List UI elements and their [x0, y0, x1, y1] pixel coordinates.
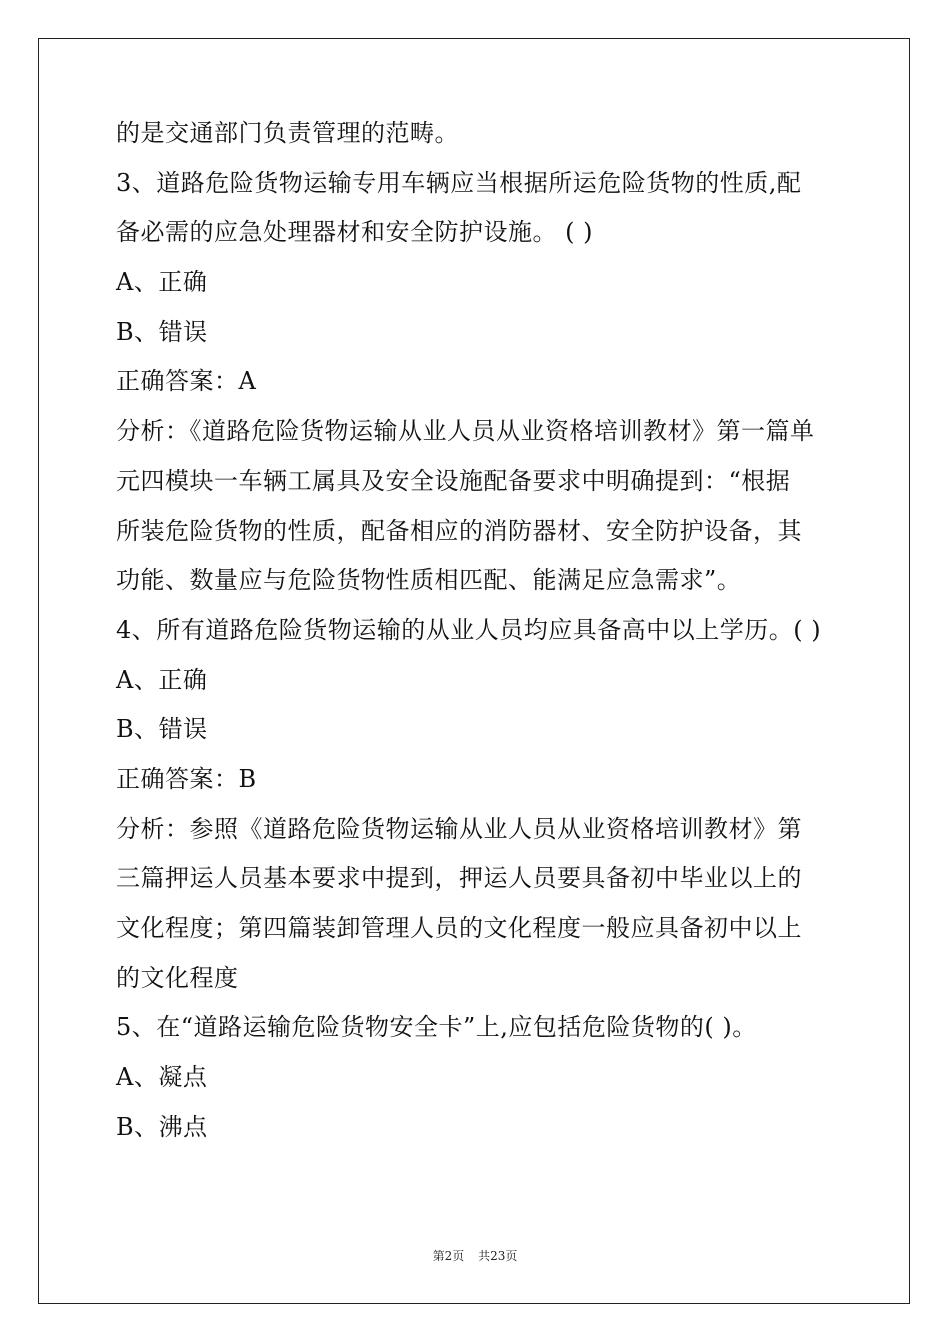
page-number-current: 第2页 [432, 1249, 465, 1263]
analysis-line: 三篇押运人员基本要求中提到，押运人员要具备初中毕业以上的 [116, 864, 802, 893]
question-5-line: 5、在“道路运输危险货物安全卡”上,应包括危险货物的( )。 [116, 1013, 757, 1042]
option-b: B、错误 [116, 715, 208, 744]
answer: 正确答案：A [116, 367, 257, 396]
option-b: B、错误 [116, 317, 208, 346]
option-a: A、正确 [116, 268, 208, 297]
analysis-line: 元四模块一车辆工属具及安全设施配备要求中明确提到：“根据 [116, 466, 791, 495]
analysis-line: 分析：《道路危险货物运输从业人员从业资格培训教材》第一篇单 [116, 417, 815, 446]
analysis-line: 所装危险货物的性质，配备相应的消防器材、安全防护设备，其 [116, 516, 802, 545]
question-4-line: 4、所有道路危险货物运输的从业人员均应具备高中以上学历。( ) [116, 615, 822, 644]
question-3-line-1: 3、道路危险货物运输专用车辆应当根据所运危险货物的性质,配 [116, 168, 802, 197]
answer: 正确答案：B [116, 764, 257, 793]
document-body [116, 109, 846, 1152]
analysis-line: 的文化程度 [116, 963, 239, 992]
page-footer [0, 1247, 950, 1264]
option-b: B、沸点 [116, 1112, 208, 1141]
analysis-line: 功能、数量应与危险货物性质相匹配、能满足应急需求”。 [116, 566, 742, 595]
analysis-line: 文化程度；第四篇装卸管理人员的文化程度一般应具备初中以上 [116, 914, 802, 942]
analysis-line: 分析：参照《道路危险货物运输从业人员从业资格培训教材》第 [116, 814, 802, 843]
question-3-line-2: 备必需的应急处理器材和安全防护设施。 ( ) [116, 218, 593, 247]
option-a: A、凝点 [116, 1063, 208, 1092]
page-number-total: 共23页 [478, 1249, 518, 1263]
text-line: 的是交通部门负责管理的范畴。 [116, 119, 459, 147]
option-a: A、正确 [116, 665, 208, 694]
